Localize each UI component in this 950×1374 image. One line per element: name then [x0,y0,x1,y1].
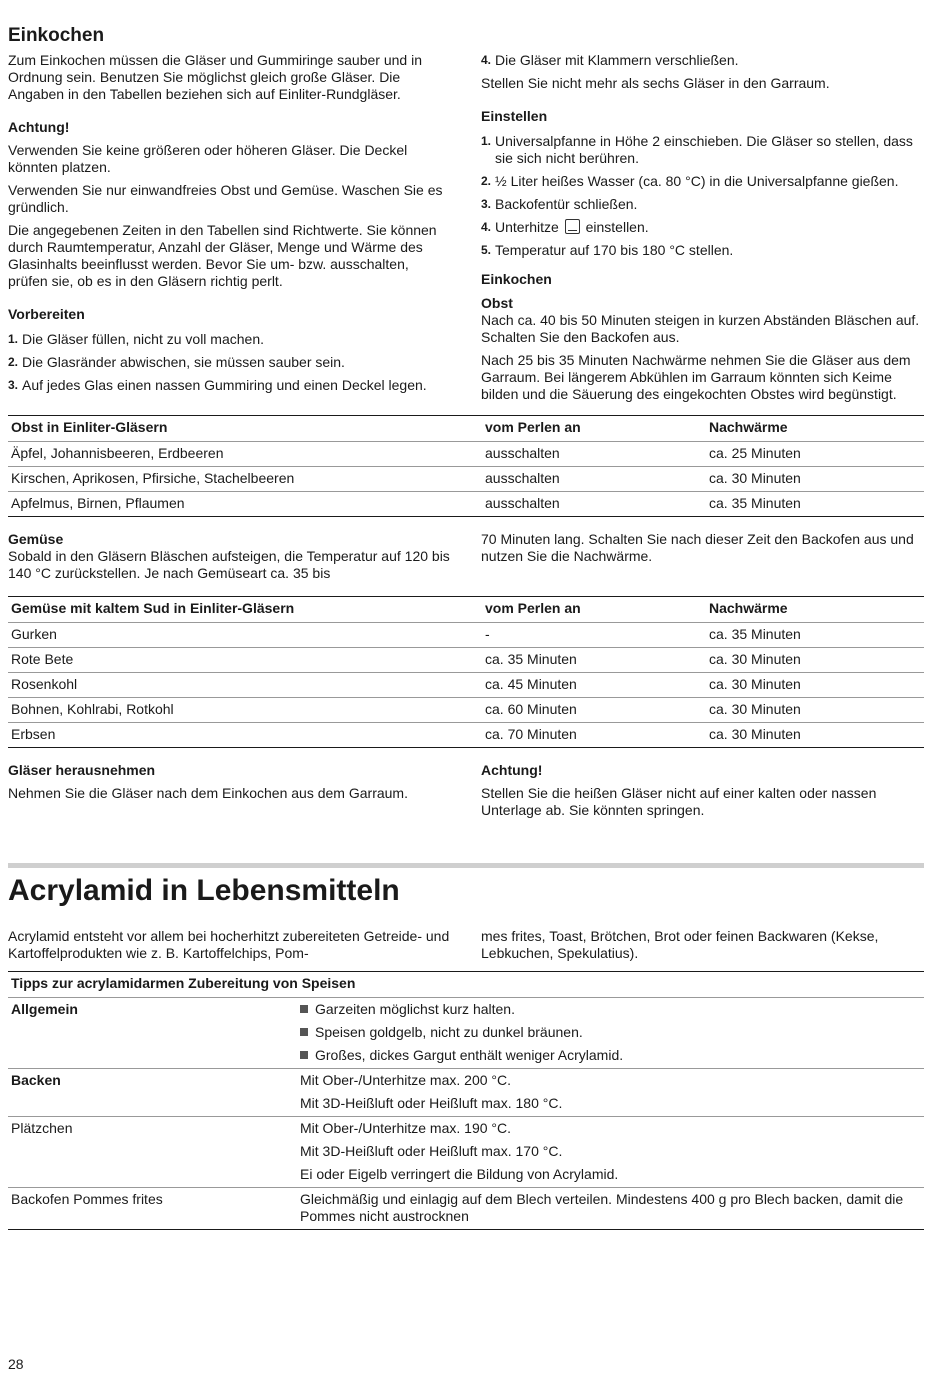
obst-paragraph-1: Nach ca. 40 bis 50 Minuten steigen in kurzen Abständen Bläschen auf. Schalten Sie den Backofen aus. [481,312,920,345]
acrylamid-paragraph-right: mes frites, Toast, Brötchen, Brot oder feinen Backwaren (Kekse, Lebkuchen, Spekulatius). [481,928,879,961]
table-cell: ca. 35 Minuten [709,495,801,511]
step-text: Backofentür schließen. [495,196,638,212]
table-cell: ca. 30 Minuten [706,467,924,492]
acrylamid-tips-table [8,971,924,1230]
table-row [8,1069,924,1117]
table-row [8,723,924,748]
table-row [8,673,924,698]
obst-paragraph-2: Nach 25 bis 35 Minuten Nachwärme nehmen Sie die Gläser aus dem Garraum. Bei längerem Abkühlen im Garraum könnten sich Keime bilden und die Säuerung des eingekochten Obstes wird begünstigt. [481,352,911,402]
einkochen-columns [8,52,924,409]
table-row [8,1188,924,1230]
step-text: Auf jedes Glas einen nassen Gummiring und einen Deckel legen. [22,377,427,393]
table-header-row [8,597,924,623]
einkochen-subheading: Einkochen [481,271,552,287]
acrylamid-paragraph-left: Acrylamid entsteht vor allem bei hocherhitzt zubereiteten Getreide- und Kartoffelprodukten wie z. B. Kartoffelchips, Pom- [8,928,450,961]
step-number: 4. [481,53,492,67]
step-number: 3. [8,378,19,392]
table-header-cell: Tipps zur acrylamidarmen Zubereitung von Speisen [8,972,924,998]
table-row [8,998,924,1069]
step-text: Die Gläser mit Klammern verschließen. [495,52,739,68]
step-number: 3. [481,197,492,211]
table-row [8,467,924,492]
table-cell [297,1188,924,1230]
table-cell: ca. 30 Minuten [706,648,924,673]
step-text: ½ Liter heißes Wasser (ca. 80 °C) in die Universalpfanne gießen. [495,173,899,189]
achtung-paragraph-3: Die angegebenen Zeiten in den Tabellen sind Richtwerte. Sie können durch Raumtemperatur, Anzahl der Gläser, Menge und Wärme des Glasinhalts beeinflusst werden. Bevor Sie um- bzw. ausschalten, prüfen sie, ob es in den Gläsern richtig perlt. [8,222,437,289]
bullet-icon [300,1051,308,1059]
obst-heading: Obst [481,295,513,311]
gemuese-paragraph-right: 70 Minuten lang. Schalten Sie nach dieser Zeit den Backofen aus und nutzen Sie die Nachwärme. [481,531,914,564]
list-item: Großes, dickes Gargut enthält weniger Acrylamid. [300,1047,921,1064]
list-item: Garzeiten möglichst kurz halten. [300,1001,921,1018]
list-item: Mit Ober-/Unterhitze max. 190 °C. [300,1120,511,1136]
section-divider [8,863,924,868]
step-text-suffix: einstellen. [585,219,649,235]
list-item: Ei oder Eigelb verringert die Bildung von Acrylamid. [300,1166,619,1182]
table-cell: ca. 60 Minuten [482,698,706,723]
list-item [481,52,924,69]
table-cell: Bohnen, Kohlrabi, Rotkohl [8,698,482,723]
list-item: Mit Ober-/Unterhitze max. 200 °C. [300,1072,511,1088]
table-cell: Kirschen, Aprikosen, Pfirsiche, Stachelbeeren [8,467,482,492]
gemuese-columns [8,531,924,588]
table-cell-label: Backen [8,1069,297,1117]
step-text: Unterhitze [495,219,559,235]
table-cell: Rosenkohl [8,673,482,698]
table-cell [297,998,924,1069]
table-cell: ca. 70 Minuten [485,726,577,742]
herausnehmen-paragraph: Nehmen Sie die Gläser nach dem Einkochen aus dem Garraum. [8,785,408,801]
table-cell-label: Plätzchen [8,1117,297,1188]
table-row [8,623,924,648]
step-text: Universalpfanne in Höhe 2 einschieben. Die Gläser so stellen, dass sie sich nicht berühren. [495,133,913,166]
acrylamid-columns [8,928,924,968]
table-cell-label: Backofen Pommes frites [8,1188,297,1230]
right-column [481,52,924,409]
max-glasses-note: Stellen Sie nicht mehr als sechs Gläser in den Garraum. [481,75,830,91]
list-item [481,242,924,259]
manual-page [8,0,924,1230]
list-item: Mit 3D-Heißluft oder Heißluft max. 180 °C. [300,1095,563,1111]
step-number: 2. [8,355,19,369]
step-text: Die Gläser füllen, nicht zu voll machen. [22,331,264,347]
table-cell: ausschalten [482,467,706,492]
step-number: 1. [481,134,492,148]
table-row [8,698,924,723]
section-title-einkochen: Einkochen [8,25,105,46]
herausnehmen-columns [8,762,924,825]
vorbereiten-steps [8,331,451,394]
list-item [481,133,924,167]
list-item: Mit 3D-Heißluft oder Heißluft max. 170 °C. [300,1143,563,1159]
table-cell: Erbsen [11,726,56,742]
list-item [481,219,924,236]
table-header-cell: vom Perlen an [482,597,706,623]
table-header-row [8,972,924,998]
table-row [8,1117,924,1188]
table-cell: Apfelmus, Birnen, Pflaumen [11,495,185,511]
section-title-acrylamid: Acrylamid in Lebensmitteln [8,874,400,907]
list-item [8,354,451,371]
bullet-icon [300,1005,308,1013]
step-text: Temperatur auf 170 bis 180 °C stellen. [495,242,734,258]
list-item: Gleichmäßig und einlagig auf dem Blech verteilen. Mindestens 400 g pro Blech backen, damit die Pommes nicht austrocknen [300,1191,904,1224]
achtung-paragraph-1: Verwenden Sie keine größeren oder höheren Gläser. Die Deckel könnten platzen. [8,142,408,175]
achtung-heading: Achtung! [8,119,70,135]
table-cell [297,1117,924,1188]
achtung-heading-2: Achtung! [481,762,543,778]
table-header-cell: Nachwärme [706,597,924,623]
einstellen-steps [481,133,924,259]
table-cell: - [482,623,706,648]
table-cell: Gurken [8,623,482,648]
table-cell [297,1069,924,1117]
list-item [8,331,451,348]
gemuese-paragraph-left: Sobald in den Gläsern Bläschen aufsteigen, die Temperatur auf 120 bis 140 °C zurückstellen. Je nach Gemüseart ca. 35 bis [8,548,450,581]
table-cell: ca. 35 Minuten [706,623,924,648]
einstellen-heading: Einstellen [481,108,548,124]
table-cell: ca. 25 Minuten [706,442,924,467]
gemuese-table [8,596,924,748]
step-number: 4. [481,220,492,234]
table-cell: ca. 35 Minuten [482,648,706,673]
table-header-cell: Obst in Einliter-Gläsern [8,416,482,442]
list-item [481,173,924,190]
table-cell: ausschalten [482,442,706,467]
left-column [8,52,451,409]
step-number: 5. [481,243,492,257]
table-cell: ca. 30 Minuten [706,673,924,698]
page-number: 28 [8,1356,24,1372]
obst-table [8,415,924,517]
herausnehmen-heading: Gläser herausnehmen [8,762,156,778]
table-cell: ca. 30 Minuten [709,726,801,742]
table-header-cell: Nachwärme [706,416,924,442]
table-cell: Rote Bete [8,648,482,673]
achtung-paragraph-2: Verwenden Sie nur einwandfreies Obst und Gemüse. Waschen Sie es gründlich. [8,182,443,215]
table-cell: Äpfel, Johannisbeeren, Erdbeeren [8,442,482,467]
table-cell: ausschalten [485,495,560,511]
table-row [8,442,924,467]
table-header-cell: Gemüse mit kaltem Sud in Einliter-Gläsern [8,597,482,623]
step-text: Die Glasränder abwischen, sie müssen sauber sein. [22,354,345,370]
table-row [8,648,924,673]
step-number: 2. [481,174,492,188]
table-header-row [8,416,924,442]
table-header-cell: vom Perlen an [482,416,706,442]
vorbereiten-heading: Vorbereiten [8,306,85,322]
step-number: 1. [8,332,19,346]
intro-paragraph: Zum Einkochen müssen die Gläser und Gummiringe sauber und in Ordnung sein. Benutzen Sie möglichst gleich große Gläser. Die Angaben in den Tabellen beziehen sich auf Einliter-Rundgläser. [8,52,422,102]
list-item: Speisen goldgelb, nicht zu dunkel bräunen. [300,1024,921,1041]
gemuese-heading: Gemüse [8,531,64,547]
list-item [8,377,451,394]
achtung-paragraph-hot-glass: Stellen Sie die heißen Gläser nicht auf einer kalten oder nassen Unterlage ab. Sie könnten springen. [481,785,877,818]
bullet-icon [300,1028,308,1036]
table-cell: ca. 30 Minuten [706,698,924,723]
list-item [481,196,924,213]
table-row [8,492,924,517]
table-cell-label: Allgemein [8,998,297,1069]
vorbereiten-steps-continued [481,52,924,69]
table-cell: ca. 45 Minuten [482,673,706,698]
bottom-heat-icon [565,219,580,234]
